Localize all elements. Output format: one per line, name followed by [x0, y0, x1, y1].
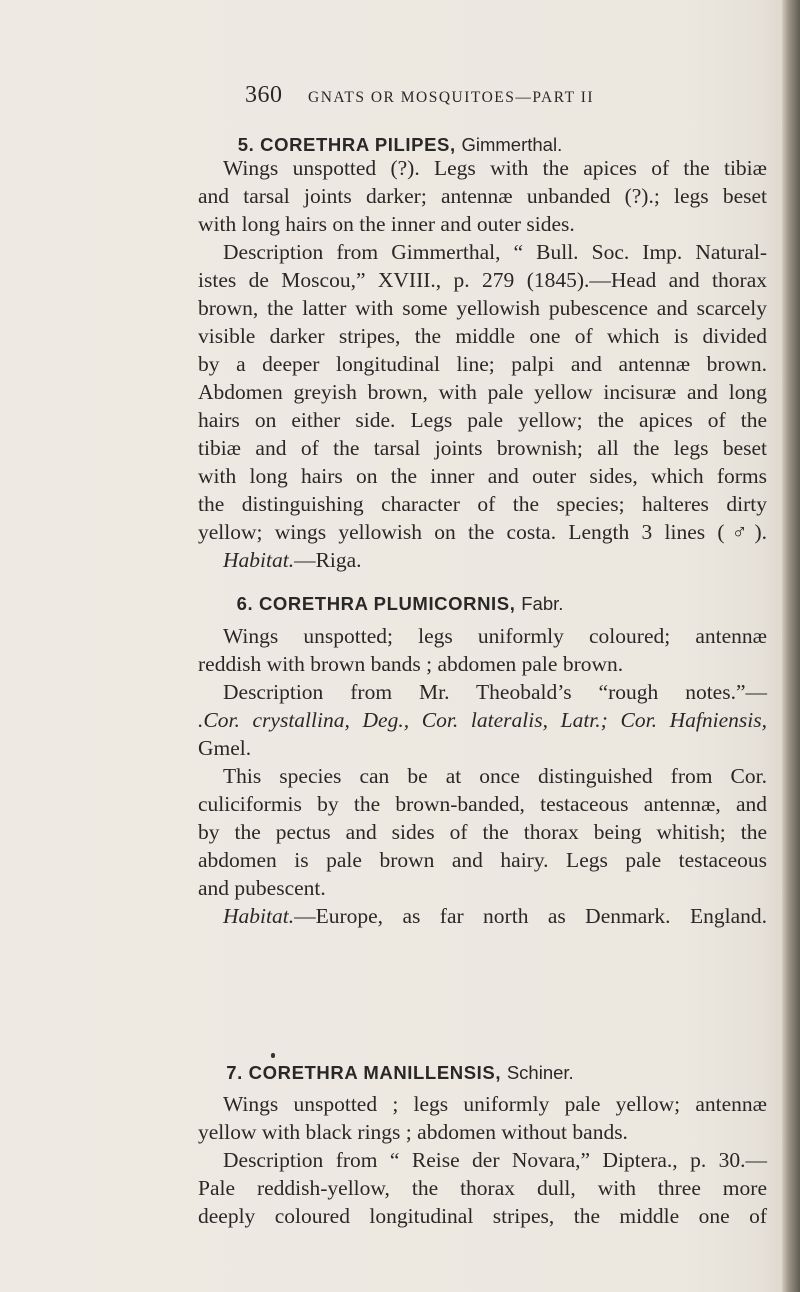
running-title: GNATS OR MOSQUITOES—PART II	[308, 89, 595, 106]
text-line: with long hairs on the inner and outer sides.	[198, 212, 575, 236]
text-line: Abdomen greyish brown, with pale yellow incisuræ and long	[198, 380, 767, 404]
text-line: and tarsal joints darker; antennæ unbanded (?).; legs beset	[198, 184, 767, 208]
page-number: 360	[245, 82, 283, 108]
text-line: Description from Mr. Theobald’s “rough notes.”—	[223, 680, 767, 704]
text-line: Wings unspotted; legs uniformly coloured; antennæ	[223, 624, 767, 648]
species-name: 5. CORETHRA PILIPES,	[237, 134, 456, 155]
text-line: Description from “ Reise der Novara,” Diptera., p. 30.—	[223, 1148, 767, 1172]
species-authority: Schiner.	[506, 1062, 574, 1083]
text-line: visible darker stripes, the middle one of which is divided	[198, 324, 767, 348]
habitat-line: Habitat.—Europe, as far north as Denmark. England.	[223, 904, 767, 928]
species-heading	[0, 134, 800, 156]
text-line: by a deeper longitudinal line; palpi and antennæ brown.	[198, 352, 767, 376]
text-line: Description from Gimmerthal, “ Bull. Soc. Imp. Natural-	[223, 240, 767, 264]
text-line: yellow; wings yellowish on the costa. Length 3 lines (♂).	[198, 520, 767, 544]
text-line: This species can be at once distinguished from Cor.	[223, 764, 767, 788]
text-line: hairs on either side. Legs pale yellow; the apices of the	[198, 408, 767, 432]
text-line: Gmel.	[198, 736, 252, 760]
habitat-label: Habitat.	[223, 548, 295, 572]
text-line: Wings unspotted ; legs uniformly pale yellow; antennæ	[223, 1092, 767, 1116]
printer-dot	[271, 1053, 275, 1058]
text-line: deeply coloured longitudinal stripes, the middle one of	[198, 1204, 767, 1228]
page-edge-shadow	[782, 0, 800, 1292]
species-name: 7. CORETHRA MANILLENSIS,	[226, 1062, 502, 1083]
text-line: Wings unspotted (?). Legs with the apices of the tibiæ	[223, 156, 767, 180]
running-header	[0, 82, 800, 112]
text-line: reddish with brown bands ; abdomen pale brown.	[198, 652, 624, 676]
text-line: and pubescent.	[198, 876, 326, 900]
text-line: with long hairs on the inner and outer sides, which forms	[198, 464, 767, 488]
text-line: culiciformis by the brown-banded, testaceous antennæ, and	[198, 792, 767, 816]
text-line: Pale reddish-yellow, the thorax dull, with three more	[198, 1176, 767, 1200]
text-line: abdomen is pale brown and hairy. Legs pale testaceous	[198, 848, 767, 872]
species-name: 6. CORETHRA PLUMICORNIS,	[236, 593, 516, 614]
species-authority: Gimmerthal.	[461, 134, 563, 155]
text-line: tibiæ and of the tarsal joints brownish; all the legs beset	[198, 436, 767, 460]
species-heading	[0, 593, 800, 615]
text-line: the distinguishing character of the species; halteres dirty	[198, 492, 767, 516]
text-line: brown, the latter with some yellowish pubescence and scarcely	[198, 296, 767, 320]
species-heading	[0, 1062, 800, 1084]
habitat-line: Habitat.—Riga.	[223, 548, 362, 572]
synonym-line: .Cor. crystallina, Deg., Cor. lateralis, Latr.; Cor. Hafniensis,	[198, 708, 767, 732]
text-line: istes de Moscou,” XVIII., p. 279 (1845).—Head and thorax	[198, 268, 767, 292]
text-line: yellow with black rings ; abdomen without bands.	[198, 1120, 628, 1144]
text-line: by the pectus and sides of the thorax being whitish; the	[198, 820, 767, 844]
habitat-label: Habitat.	[223, 904, 295, 928]
species-authority: Fabr.	[521, 593, 564, 614]
